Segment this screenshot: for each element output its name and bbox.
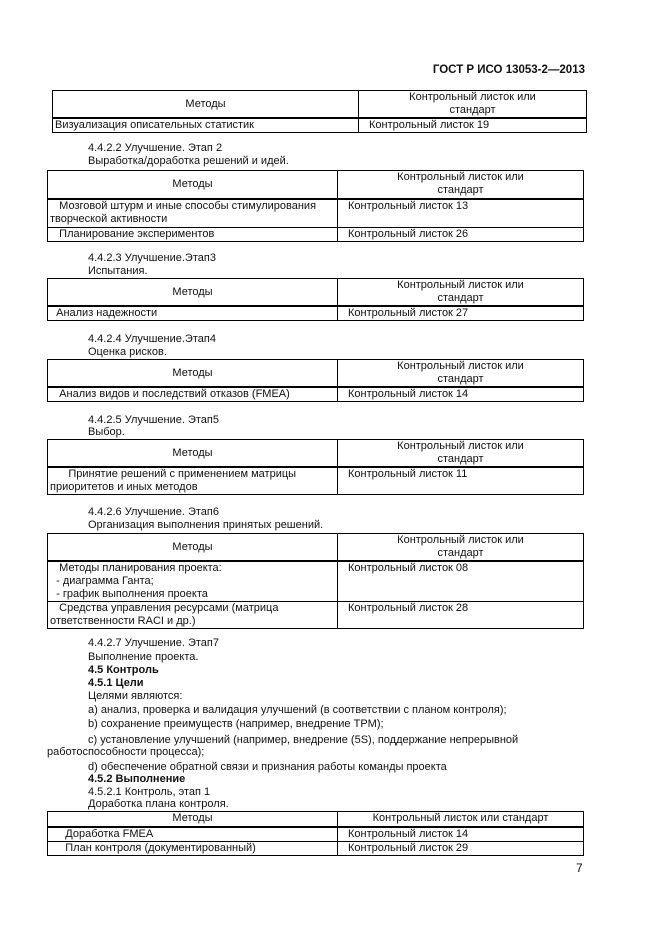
methods-table (47, 359, 584, 402)
methods-table (47, 170, 584, 242)
checklist-cell: Контрольный листок 14 (338, 387, 584, 402)
goal-item: a) анализ, проверка и валидация улучшений (в соответствии с планом контроля); (88, 704, 507, 716)
heading-4-5-1: 4.5.1 Цели (88, 677, 144, 689)
methods-table (47, 278, 584, 321)
checklist-cell: Контрольный листок 14 (338, 827, 584, 842)
method-cell: Методы планирования проекта: - диаграмма Ганта; - график выполнения проекта (48, 561, 338, 602)
methods-table (47, 533, 584, 629)
table-header-row (48, 440, 584, 468)
checklist-cell: Контрольный листок 28 (338, 602, 584, 629)
table-row (48, 467, 584, 495)
table-row (48, 841, 584, 855)
method-cell: Доработка FMEA (48, 827, 338, 842)
section-heading: 4.4.2.6 Улучшение. Этап6 (88, 506, 220, 518)
goals-intro: Целями являются: (88, 690, 183, 702)
section-subtitle: Выработка/доработка решений и идей. (88, 155, 289, 167)
page-number: 7 (576, 861, 583, 875)
section-heading: 4.4.2.5 Улучшение. Этап5 (88, 414, 220, 426)
table-row (48, 228, 584, 242)
section-heading: 4.4.2.2 Улучшение. Этап 2 (88, 142, 223, 154)
method-cell: Принятие решений с применением матрицы приоритетов и иных методов (48, 467, 338, 495)
header-checklist: Контрольный листок или стандарт (338, 440, 584, 468)
table-header-row (48, 812, 584, 827)
heading-4-5: 4.5 Контроль (88, 664, 159, 676)
section-heading: 4.5.2.1 Контроль, этап 1 (88, 786, 211, 798)
method-cell: Визуализация описательных статистик (53, 118, 359, 133)
section-subtitle: Организация выполнения принятых решений. (88, 519, 324, 531)
checklist-cell: Контрольный листок 27 (338, 306, 584, 321)
table-row (48, 199, 584, 228)
methods-table (52, 90, 587, 133)
table-row (48, 602, 584, 629)
section-heading: 4.4.2.7 Улучшение. Этап7 (88, 637, 220, 649)
table-header-row (48, 171, 584, 199)
method-cell: Анализ видов и последствий отказов (FMEA) (48, 387, 338, 402)
checklist-cell: Контрольный листок 19 (359, 118, 587, 133)
document-code: ГОСТ Р ИСО 13053-2—2013 (432, 64, 585, 76)
methods-table (47, 439, 584, 495)
checklist-cell: Контрольный листок 26 (338, 228, 584, 242)
table-row (48, 306, 584, 321)
header-checklist: Контрольный листок или стандарт (359, 91, 587, 119)
checklist-cell: Контрольный листок 29 (338, 841, 584, 855)
header-methods: Методы (48, 171, 338, 199)
header-methods: Методы (48, 534, 338, 562)
table-header-row (48, 360, 584, 388)
section-subtitle: Выполнение проекта. (88, 651, 199, 663)
header-methods: Методы (48, 360, 338, 388)
goal-item: d) обеспечение обратной связи и признания работы команды проекта (88, 761, 447, 773)
table-row (48, 561, 584, 602)
table-row (53, 118, 587, 133)
section-subtitle: Выбор. (88, 426, 125, 438)
method-cell: Мозговой штурм и иные способы стимулирования творческой активности (48, 199, 338, 228)
method-cell: Средства управления ресурсами (матрица ответственности RACI и др.) (48, 602, 338, 629)
table-header-row (48, 534, 584, 562)
table-header-row (53, 91, 587, 119)
method-cell: Анализ надежности (48, 306, 338, 321)
section-subtitle: Доработка плана контроля. (88, 798, 229, 810)
section-heading: 4.4.2.3 Улучшение.Этап3 (88, 252, 216, 264)
section-subtitle: Испытания. (88, 265, 148, 277)
section-subtitle: Оценка рисков. (88, 346, 167, 358)
header-methods: Методы (53, 91, 359, 119)
heading-4-5-2: 4.5.2 Выполнение (88, 773, 186, 785)
header-checklist: Контрольный листок или стандарт (338, 812, 584, 827)
checklist-cell: Контрольный листок 11 (338, 467, 584, 495)
goal-item: b) сохранение преимуществ (например, внедрение TPM); (88, 718, 384, 730)
goal-item: c) установление улучшений (например, внедрение (5S), поддержание непрерывной (88, 734, 519, 746)
methods-table (47, 811, 584, 856)
header-checklist: Контрольный листок или стандарт (338, 279, 584, 307)
header-checklist: Контрольный листок или стандарт (338, 534, 584, 562)
header-methods: Методы (48, 279, 338, 307)
header-checklist: Контрольный листок или стандарт (338, 360, 584, 388)
checklist-cell: Контрольный листок 13 (338, 199, 584, 228)
section-heading: 4.4.2.4 Улучшение.Этап4 (88, 333, 216, 345)
method-cell: Планирование экспериментов (48, 228, 338, 242)
checklist-cell: Контрольный листок 08 (338, 561, 584, 602)
method-cell: План контроля (документированный) (48, 841, 338, 855)
table-row (48, 387, 584, 402)
goal-item-continuation: работоспособности процесса); (47, 746, 205, 758)
table-header-row (48, 279, 584, 307)
table-row (48, 827, 584, 842)
header-methods: Методы (48, 812, 338, 827)
header-methods: Методы (48, 440, 338, 468)
header-checklist: Контрольный листок или стандарт (338, 171, 584, 199)
